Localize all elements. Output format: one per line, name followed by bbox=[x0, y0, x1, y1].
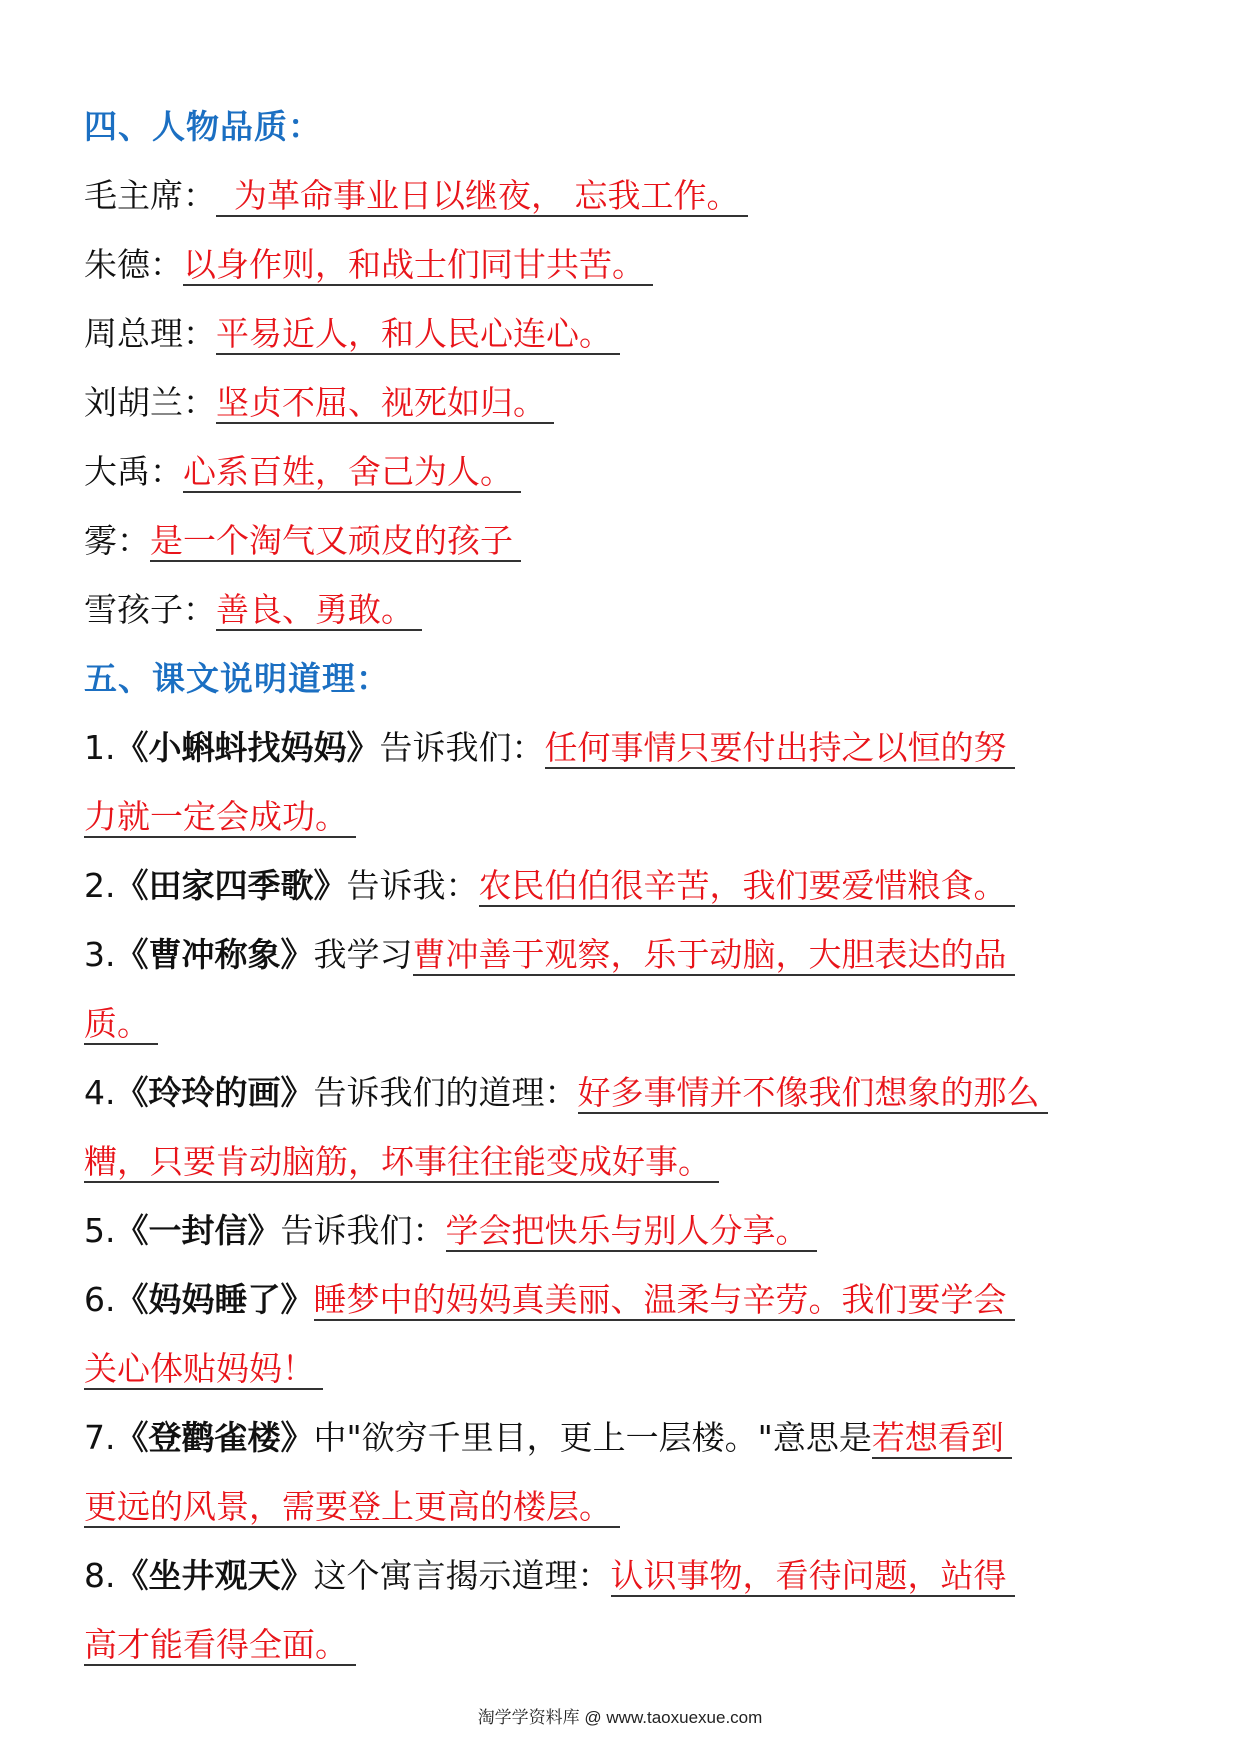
lesson-answer: 任何事情只要付出持之以恒的努 bbox=[545, 728, 1015, 769]
lesson-answer-continued: 质。 bbox=[84, 1004, 158, 1045]
lesson-prompt: 告诉我们的道理： bbox=[313, 1073, 578, 1112]
lesson-item-2 bbox=[84, 851, 1164, 920]
character-label: 朱德： bbox=[84, 245, 183, 284]
lesson-prompt: 告诉我： bbox=[346, 866, 479, 905]
item-number: 8. bbox=[84, 1556, 116, 1595]
character-answer: 为革命事业日以继夜， 忘我工作。 bbox=[216, 176, 748, 217]
item-number: 4. bbox=[84, 1073, 116, 1112]
character-answer: 善良、勇敢。 bbox=[216, 590, 422, 631]
lesson-item-3-cont bbox=[84, 989, 1164, 1058]
character-label: 雾： bbox=[84, 521, 150, 560]
character-label: 周总理： bbox=[84, 314, 216, 353]
lesson-item-4-cont bbox=[84, 1127, 1164, 1196]
character-line-fog bbox=[84, 506, 1164, 575]
item-number: 3. bbox=[84, 935, 116, 974]
lesson-answer-continued: 更远的风景，需要登上更高的楼层。 bbox=[84, 1487, 620, 1528]
lesson-item-1 bbox=[84, 713, 1164, 782]
lesson-title: 《一封信》 bbox=[115, 1211, 281, 1250]
lesson-answer-continued: 关心体贴妈妈！ bbox=[84, 1349, 323, 1390]
lesson-item-3 bbox=[84, 920, 1164, 989]
lesson-prompt: 告诉我们： bbox=[379, 728, 545, 767]
lesson-answer: 若想看到 bbox=[872, 1418, 1012, 1459]
lesson-item-5 bbox=[84, 1196, 1164, 1265]
lesson-prompt: 中"欲穷千里目，更上一层楼。"意思是 bbox=[313, 1418, 872, 1457]
lesson-item-6 bbox=[84, 1265, 1164, 1334]
character-label: 刘胡兰： bbox=[84, 383, 216, 422]
lesson-item-1-cont bbox=[84, 782, 1164, 851]
lesson-answer: 曹冲善于观察，乐于动脑，大胆表达的品 bbox=[413, 935, 1015, 976]
character-answer: 是一个淘气又顽皮的孩子 bbox=[150, 521, 521, 562]
character-label: 雪孩子： bbox=[84, 590, 216, 629]
lesson-item-8 bbox=[84, 1541, 1164, 1610]
character-answer: 平易近人，和人民心连心。 bbox=[216, 314, 620, 355]
lesson-answer: 认识事物，看待问题，站得 bbox=[611, 1556, 1015, 1597]
lesson-prompt: 这个寓言揭示道理： bbox=[313, 1556, 611, 1595]
lesson-answer-continued: 高才能看得全面。 bbox=[84, 1625, 356, 1666]
lesson-title: 《妈妈睡了》 bbox=[115, 1280, 314, 1319]
lesson-item-4 bbox=[84, 1058, 1164, 1127]
item-number: 6. bbox=[84, 1280, 116, 1319]
lesson-item-7 bbox=[84, 1403, 1164, 1472]
item-number: 2. bbox=[84, 866, 116, 905]
lesson-title: 《小蝌蚪找妈妈》 bbox=[115, 728, 380, 767]
lesson-title: 《曹冲称象》 bbox=[115, 935, 314, 974]
character-line-zhude bbox=[84, 230, 1164, 299]
character-label: 毛主席： bbox=[84, 176, 216, 215]
footer-watermark: 淘学学资料库 @ www.taoxuexue.com bbox=[477, 1708, 763, 1727]
item-number: 7. bbox=[84, 1418, 116, 1457]
lesson-prompt: 告诉我们： bbox=[280, 1211, 446, 1250]
character-answer: 心系百姓，舍己为人。 bbox=[183, 452, 521, 493]
character-line-mao bbox=[84, 161, 1164, 230]
item-number: 5. bbox=[84, 1211, 116, 1250]
lesson-title: 《玲玲的画》 bbox=[115, 1073, 314, 1112]
character-line-snow-child bbox=[84, 575, 1164, 644]
lesson-answer-continued: 糟，只要肯动脑筋，坏事往往能变成好事。 bbox=[84, 1142, 719, 1183]
document-page bbox=[84, 92, 1164, 1679]
lesson-item-7-cont bbox=[84, 1472, 1164, 1541]
character-line-dayu bbox=[84, 437, 1164, 506]
lesson-title: 《坐井观天》 bbox=[115, 1556, 314, 1595]
character-label: 大禹： bbox=[84, 452, 183, 491]
section-heading-character-qualities: 四、人物品质： bbox=[84, 107, 322, 146]
lesson-title: 《登鹳雀楼》 bbox=[115, 1418, 314, 1457]
character-line-liuhulan bbox=[84, 368, 1164, 437]
lesson-item-8-cont bbox=[84, 1610, 1164, 1679]
lesson-title: 《田家四季歌》 bbox=[115, 866, 347, 905]
lesson-prompt: 我学习 bbox=[313, 935, 413, 974]
character-answer: 以身作则，和战士们同甘共苦。 bbox=[183, 245, 653, 286]
lesson-answer: 睡梦中的妈妈真美丽、温柔与辛劳。我们要学会 bbox=[314, 1280, 1015, 1321]
character-answer: 坚贞不屈、视死如归。 bbox=[216, 383, 554, 424]
item-number: 1. bbox=[84, 728, 116, 767]
lesson-answer: 好多事情并不像我们想象的那么 bbox=[578, 1073, 1048, 1114]
lesson-answer: 农民伯伯很辛苦，我们要爱惜粮食。 bbox=[479, 866, 1015, 907]
lesson-answer: 学会把快乐与别人分享。 bbox=[446, 1211, 817, 1252]
character-line-zhou bbox=[84, 299, 1164, 368]
lesson-item-6-cont bbox=[84, 1334, 1164, 1403]
section-heading-lesson-morals: 五、课文说明道理： bbox=[84, 659, 390, 698]
lesson-answer-continued: 力就一定会成功。 bbox=[84, 797, 356, 838]
